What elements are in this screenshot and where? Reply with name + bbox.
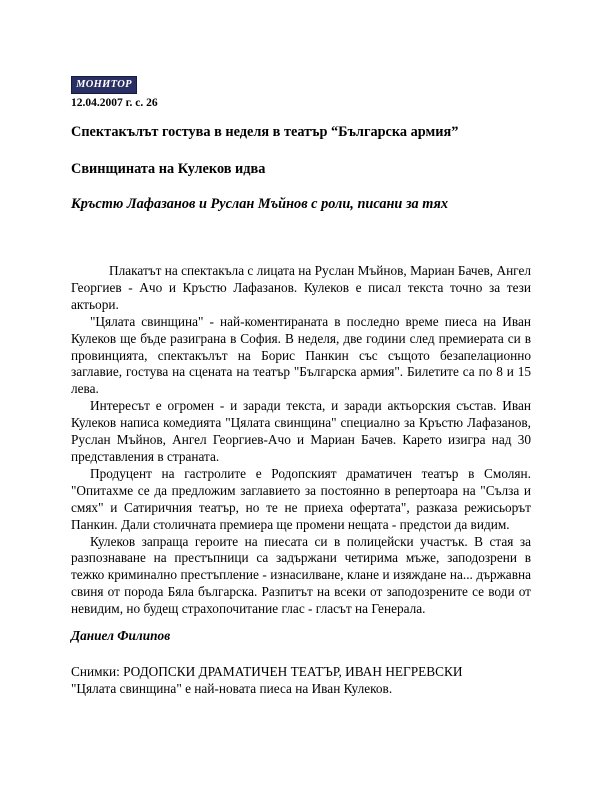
article-body [71, 263, 531, 618]
publication-date-page: 12.04.2007 г. с. 26 [71, 97, 158, 109]
publication-logo [71, 76, 137, 94]
article-paragraph: Кулеков запраща героите на пиесата си в полицейски участък. В стая за разпознаване на престъпници са задържани четирима мъже, заподозрени в тежко криминално престъпление - изнасилване, клане и изяждане на... държавна свиня от порода Бяла българска. Разпитът на всеки от заподозрените се води от невидим, но будещ страхопочитание глас - гласът на Генерала. [71, 533, 531, 617]
article-paragraph: Интересът е огромен - и заради текста, и заради актьорския състав. Иван Кулеков написа комедията "Цялата свинщина" специално за Кръстю Лафазанов, Руслан Мъйнов, Ангел Георгиев-Ачо и Мариан Бачев. Карето изигра над 30 представления в страната. [71, 398, 531, 464]
article-author: Даниел Филипов [71, 628, 171, 643]
article-title: Спектакълът гостува в неделя в театър “Българска армия” [71, 124, 459, 140]
article-paragraph: "Цялата свинщина" - най-коментираната в последно време пиеса на Иван Кулеков ще бъде разиграна в София. В неделя, две години след премиерата си в провинцията, спектакълът на Борис Панкин със същото безапелационно заглавие, гостува на сцената на театър "Българска армия". Билетите са по 8 и 15 лева. [71, 313, 531, 397]
photo-caption: "Цялата свинщина" е най-новата пиеса на Иван Кулеков. [71, 680, 393, 696]
article-paragraph: Плакатът на спектакъла с лицата на Руслан Мъйнов, Мариан Бачев, Ангел Георгиев - Ачо и Кръстю Лафазанов. Кулеков е писал текста точно за тези актьори. [71, 263, 531, 312]
article-paragraph: Продуцент на гастролите е Родопският драматичен театър в Смолян. "Опитахме се да предложим заглавието за постоянно в репертоара на "Сълза и смях" и Сатиричния театър, но те не приеха офертата", разказа режисьорът Панкин. Дали столичната премиера ще промени нещата - предстои да видим. [71, 465, 531, 532]
photo-caption-block [71, 664, 462, 698]
publication-logo-text: МОНИТОР [76, 78, 132, 90]
article-lead: Кръстю Лафазанов и Руслан Мъйнов с роли, писани за тях [71, 196, 449, 212]
photo-credit: Снимки: РОДОПСКИ ДРАМАТИЧЕН ТЕАТЪР, ИВАН НЕГРЕВСКИ [71, 664, 463, 679]
article-subtitle: Свинщината на Кулеков идва [71, 161, 266, 177]
